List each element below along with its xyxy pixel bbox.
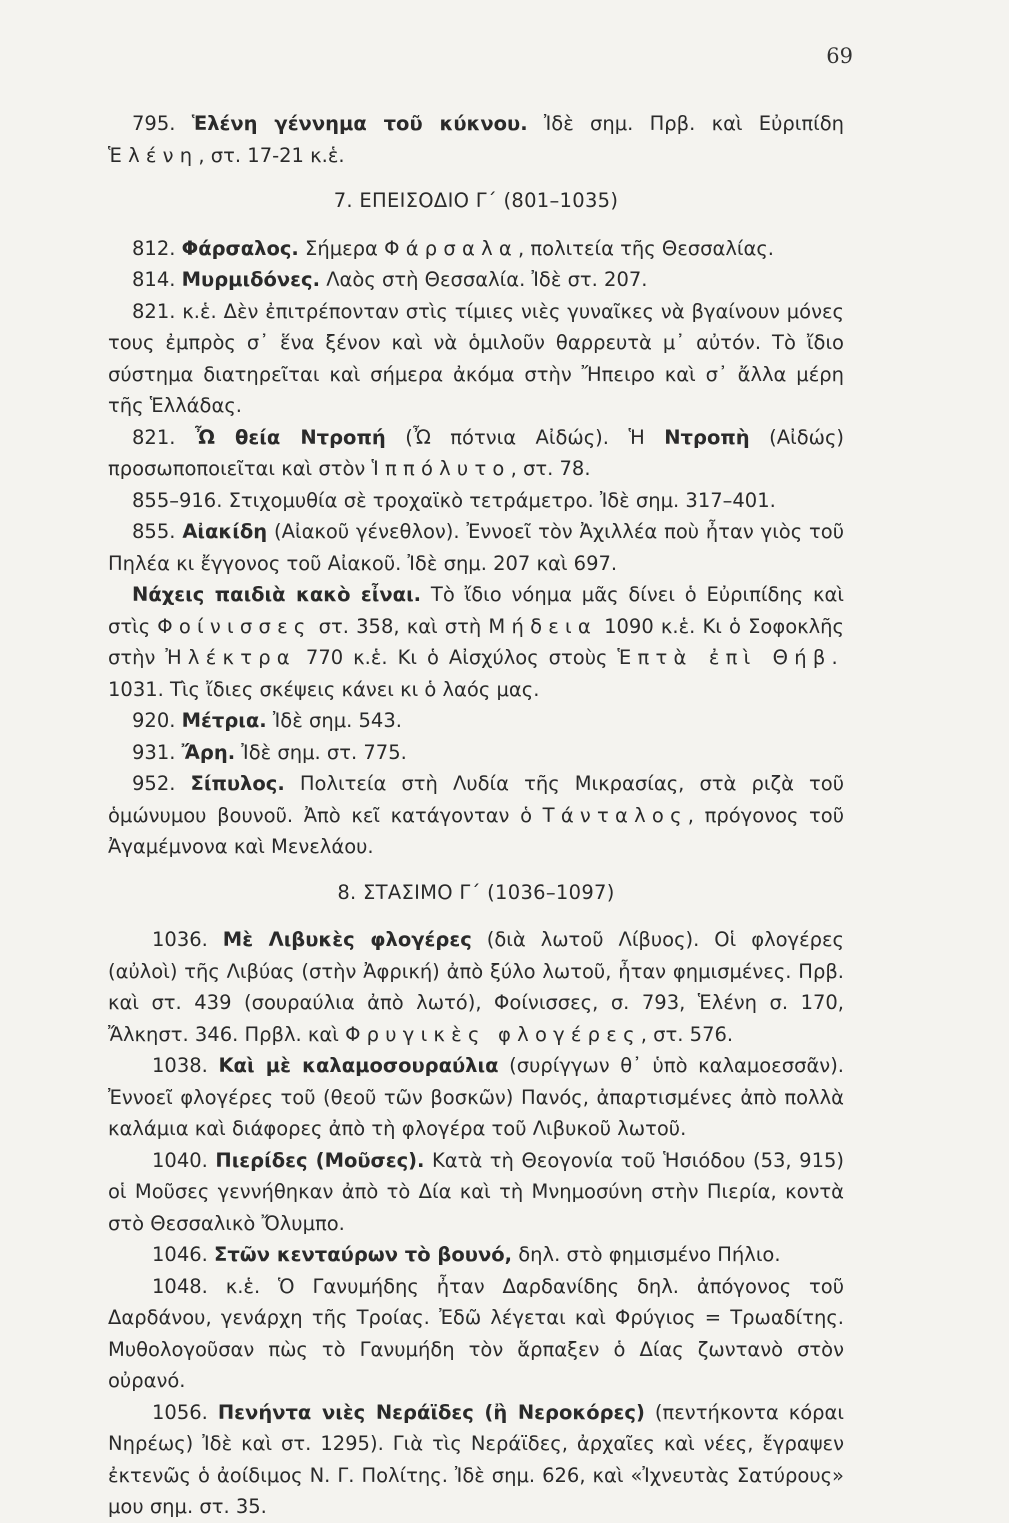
spaced-title: Φάρσαλα xyxy=(384,236,518,260)
note-text: 1031. Τὶς ἴδιες σκέψεις κάνει κι ὁ λαός μας. xyxy=(108,677,540,701)
note-text: Σήμερα xyxy=(298,236,385,260)
lemma: Ντροπὴ xyxy=(664,425,750,449)
spaced-title: Ἑπτὰ ἐπὶ Θήβ. xyxy=(617,646,844,669)
note-text: Ἰδὲ σημ. στ. 775. xyxy=(235,740,407,764)
lemma: Καὶ μὲ καλαμοσουραύλια xyxy=(218,1054,499,1077)
note-entry xyxy=(108,516,844,579)
note-entry xyxy=(108,579,844,705)
note-text: 931. xyxy=(132,740,182,764)
note-text: 1046. xyxy=(152,1243,215,1266)
note-entry xyxy=(108,924,844,1050)
note-text: , στ. 17-21 κ.ἑ. xyxy=(198,143,345,167)
spaced-title: Μήδεια xyxy=(488,614,597,638)
note-text: 795. xyxy=(132,112,192,135)
note-text: 855. xyxy=(132,520,183,543)
note-text: 821. κ.ἑ. Δὲν ἐπιτρέπονταν στὶς τίμιες νιὲς γυναῖκες νὰ βγαίνουν μόνες τους ἐμπρὸς σ᾽ ἕνα ξένον καὶ νὰ ὁμιλοῦν θαρρευτὰ μ᾽ αὐτόν. Τὸ ἴδιο σύστημα διατηρεῖται καὶ σήμερα ἀκόμα στὴν Ἤπειρο καὶ σ᾽ ἄλλα μέρη τῆς Ἑλλάδας. xyxy=(108,299,844,417)
note-text: Κατὰ τὴ Θεογονία τοῦ Ἡσιόδου (53, 915) οἱ Μοῦσες γεννήθηκαν ἀπὸ τὸ Δία καὶ τὴ Μνημοσύνη στὴν Πιερία, κοντὰ στὸ Θεσσαλικὸ Ὄλυμπο. xyxy=(108,1148,844,1235)
lemma: Μὲ Λιβυκὲς φλογέρες xyxy=(222,928,472,951)
note-text: 770 κ.ἑ. Κι ὁ Αἰσχύλος στοὺς xyxy=(295,646,618,669)
note-text: (Ὦ πότνια Αἰδώς). Ἡ xyxy=(385,425,665,449)
note-text: 920. xyxy=(132,709,182,732)
note-text: 1036. xyxy=(152,928,223,951)
note-text: 1040. xyxy=(152,1148,216,1172)
commentary-body xyxy=(108,108,844,1523)
lemma: Στῶν κενταύρων τὸ βουνό, xyxy=(214,1243,513,1266)
lemma: Νάχεις παιδιὰ κακὸ εἶναι. xyxy=(132,583,422,606)
spaced-title: Ἑλένη xyxy=(108,143,199,167)
spaced-title: Τάνταλος xyxy=(542,803,688,827)
note-text: δηλ. στὸ φημισμένο Πήλιο. xyxy=(512,1243,781,1266)
note-text: Πολιτεία στὴ Λυδία τῆς Μικρασίας, στὰ ριζὰ τοῦ ὁμώνυμου βουνοῦ. Ἀπὸ κεῖ κατάγονταν ὁ xyxy=(108,772,844,827)
note-text: 1048. κ.ἑ. Ὁ Γανυμήδης ἦταν Δαρδανίδης δηλ. ἀπόγονος τοῦ Δαρδάνου, γενάρχη τῆς Τροίας. Ἐδῶ λέγεται καὶ Φρύγιος = Τρωαδίτης. Μυθολογοῦσαν πὼς τὸ Γανυμήδη τὸν ἅρπαξεν ὁ Δίας ζωντανὸ στὸν οὐρανό. xyxy=(108,1274,844,1392)
lemma: Φάρσαλος. xyxy=(181,236,299,260)
lemma: Ἑλένη γέννημα τοῦ κύκνου. xyxy=(191,112,528,135)
note-text: Ἰδὲ σημ. Πρβ. καὶ Εὐριπίδη xyxy=(527,112,845,135)
note-entry xyxy=(108,264,844,296)
note-text: στ. 358, καὶ στὴ xyxy=(311,614,489,638)
note-entry xyxy=(108,1145,844,1240)
lemma: Μυρμιδόνες. xyxy=(181,268,321,291)
note-entry xyxy=(108,1239,844,1271)
spaced-title: Φρυγικὲς φλογέρες xyxy=(345,1022,641,1046)
note-text: 1056. xyxy=(152,1400,218,1424)
note-text: 812. xyxy=(132,236,182,260)
note-text: (διὰ λωτοῦ Λίβυος). Οἱ φλογέρες (αὐλοὶ) τῆς Λιβύας (στὴν Ἀφρική) ἀπὸ ξύλο λωτοῦ, ἦταν φημισμένες. Πρβ. καὶ στ. 439 (σουραύλια ἀπὸ λωτό), Φοίνισσες, σ. 793, Ἑλένη σ. 170, Ἄλκηστ. 346. Πρβλ. καὶ xyxy=(108,928,844,1046)
lemma: Σίπυλος. xyxy=(190,772,285,795)
note-text: (συρίγγων θ᾽ ὑπὸ καλαμοεσσᾶν). Ἐννοεῖ φλογέρες τοῦ (θεοῦ τῶν βοσκῶν) Πανός, ἀπαρτισμένες ἀπὸ πολλὰ καλάμια καὶ διάφορες ἀπὸ τὴ φλογέρα τοῦ Λιβυκοῦ λωτοῦ. xyxy=(108,1054,844,1140)
note-text: (πεντήκοντα κόραι Νηρέως) Ἰδὲ καὶ στ. 1295). Γιὰ τὶς Νεράϊδες, ἀρχαῖες καὶ νέες, ἔγραψεν ἐκτενῶς ὁ ἀοίδιμος Ν. Γ. Πολίτης. Ἰδὲ σημ. 626, καὶ «Ἰχνευτὰς Σατύρους» μου σημ. στ. 35. xyxy=(108,1400,844,1518)
note-text: , στ. 576. xyxy=(640,1022,734,1046)
note-entry xyxy=(108,768,844,863)
note-entry xyxy=(108,737,844,769)
note-text: 814. xyxy=(132,268,182,291)
note-text: 855–916. Στιχομυθία σὲ τροχαϊκὸ τετράμετρο. Ἰδὲ σημ. 317–401. xyxy=(132,488,776,512)
note-text: 821. xyxy=(132,425,195,449)
note-text: Τὸ ἴδιο νόημα μᾶς δίνει ὁ Εὐριπίδης καὶ στὶς xyxy=(108,583,844,638)
note-text: , πολιτεία τῆς Θεσσαλίας. xyxy=(518,236,774,260)
note-entry xyxy=(108,422,844,485)
note-text: , στ. 78. xyxy=(510,457,591,480)
note-entry xyxy=(108,1050,844,1145)
note-text: Λαὸς στὴ Θεσσαλία. Ἰδὲ στ. 207. xyxy=(320,268,648,291)
note-text: (Αἰδώς) προσωποποιεῖται καὶ στὸν xyxy=(108,425,845,480)
note-entry xyxy=(108,296,844,422)
note-entry xyxy=(108,485,844,517)
note-text: 952. xyxy=(132,772,191,795)
section-heading: 8. ΣΤΑΣΙΜΟ Γ΄ (1036–1097) xyxy=(337,880,615,904)
page-number: 69 xyxy=(826,44,853,68)
lemma: Αἰακίδη xyxy=(182,520,268,543)
note-text: , πρόγονος τοῦ Ἀγαμέμνονα καὶ Μενελάου. xyxy=(108,803,844,858)
note-entry xyxy=(108,705,844,737)
spaced-title: Ἱππόλυτο xyxy=(371,457,511,480)
lemma: Ὦ θεία Ντροπή xyxy=(194,425,386,449)
spaced-title: Ἠλέκτρα xyxy=(165,646,296,669)
note-text: Ἰδὲ σημ. 543. xyxy=(266,709,402,732)
note-text: (Αἰακοῦ γένεθλον). Ἐννοεῖ τὸν Ἀχιλλέα ποὺ ἦταν γιὸς τοῦ Πηλέα κι ἔγγονος τοῦ Αἰακοῦ. Ἰδὲ σημ. 207 καὶ 697. xyxy=(108,520,844,575)
note-entry xyxy=(108,1271,844,1397)
note-text: 1090 κ.ἑ. Κι ὁ Σοφοκλῆς στὴν xyxy=(108,614,844,669)
note-text: 1038. xyxy=(152,1054,219,1077)
spaced-title: Φοίνισσες xyxy=(157,614,312,638)
lemma: Πιερίδες (Μοῦσες). xyxy=(215,1148,425,1172)
note-entry xyxy=(108,233,844,265)
note-entry xyxy=(108,1397,844,1523)
note-entry xyxy=(108,108,844,171)
lemma: Πενήντα νιὲς Νεράϊδες (ἢ Νεροκόρες) xyxy=(217,1400,645,1424)
section-heading: 7. ΕΠΕΙΣΟΔΙΟ Γ΄ (801–1035) xyxy=(333,189,619,212)
lemma: Μέτρια. xyxy=(181,709,267,732)
lemma: Ἄρη. xyxy=(181,740,236,764)
